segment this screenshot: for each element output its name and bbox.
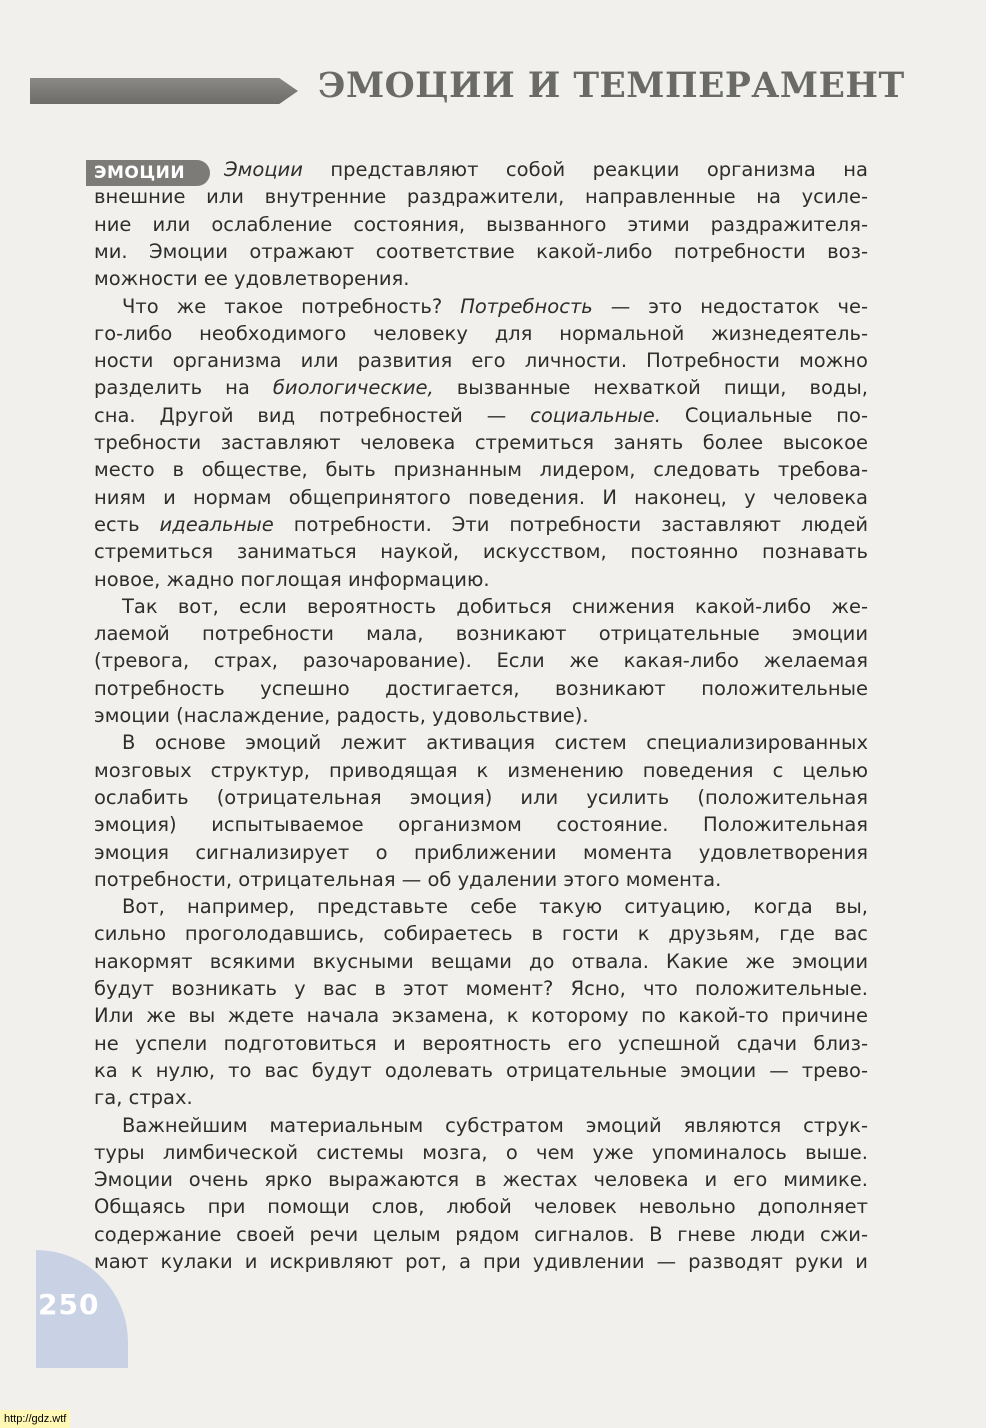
text-line: мают кулаки и искривляют рот, а при удивлении — разводят руки и <box>94 1250 868 1273</box>
text-line: ние или ослабление состояния, вызванного этими раздражителя- <box>94 212 868 236</box>
text-line: ности организма или развития его личности. Потребности можно <box>94 349 868 373</box>
text-line: не успели подготовиться и вероятность его успешной сдачи близ- <box>94 1031 868 1055</box>
text-line: будут возникать у вас в этот момент? Ясно, что положительные. <box>94 977 868 1000</box>
text-line: эмоция сигнализирует о приближении момента удовлетворения <box>94 840 868 864</box>
text-line: Так вот, если вероятность добиться снижения какой-либо же- <box>122 594 868 618</box>
text-line: потребности, отрицательная — об удалении этого момента. <box>94 867 722 891</box>
text-line: ослабить (отрицательная эмоция) или усилить (положительная <box>94 785 868 809</box>
text-line: лаемой потребности мала, возникают отрицательные эмоции <box>94 622 868 646</box>
text-line: можности ее удовлетворения. <box>94 267 410 291</box>
text-line: В основе эмоций лежит активация систем специализированных <box>122 731 868 755</box>
text-line: сна. Другой вид потребностей — социальные. Социальные по- <box>94 403 868 427</box>
title-decor-bar <box>30 78 298 104</box>
text-line: Важнейшим материальным субстратом эмоций являются струк- <box>122 1113 868 1137</box>
text-line: накормят всякими вкусными вещами до отвала. Какие же эмоции <box>94 949 868 973</box>
text-line: место в обществе, быть признанным лидером, следовать требова- <box>94 458 868 482</box>
text-line: го-либо необходимого человеку для нормальной жизнедеятель- <box>94 321 868 345</box>
text-line: стремиться заниматься наукой, искусством, постоянно познавать <box>94 540 868 564</box>
text-line: га, страх. <box>94 1086 193 1110</box>
text-line: внешние или внутренние раздражители, направленные на усиле- <box>94 185 868 209</box>
text-line: Или же вы ждете начала экзамена, к которому по какой-то причине <box>94 1004 868 1028</box>
text-line: мозговых структур, приводящая к изменению поведения с целью <box>94 758 868 782</box>
text-line: требности заставляют человека стремиться занять более высокое <box>94 431 868 454</box>
page-title: ЭМОЦИИ И ТЕМПЕРАМЕНТ <box>318 66 905 106</box>
text-line: Общаясь при помощи слов, любой человек невольно дополняет <box>94 1195 868 1219</box>
text-line: ка к нулю, то вас будут одолевать отрицательные эмоции — трево- <box>94 1058 868 1082</box>
text-line: разделить на биологические, вызванные нехваткой пищи, воды, <box>94 376 868 400</box>
text-line: Что же такое потребность? Потребность — это недостаток че- <box>122 294 868 318</box>
text-line: Эмоции представляют собой реакции организма на <box>224 158 868 181</box>
watermark-link[interactable]: http://gdz.wtf <box>0 1410 70 1428</box>
page-number: 250 <box>38 1288 100 1321</box>
text-line: ми. Эмоции отражают соответствие какой-либо потребности воз- <box>94 239 868 263</box>
section-tag: ЭМОЦИИ <box>86 160 210 186</box>
text-line: Эмоции очень ярко выражаются в жестах человека и его мимике. <box>94 1168 868 1192</box>
text-line: ниям и нормам общепринятого поведения. И наконец, у человека <box>94 485 868 509</box>
text-line: Вот, например, представьте себе такую ситуацию, когда вы, <box>122 895 868 919</box>
text-line: туры лимбической системы мозга, о чем уже упоминалось выше. <box>94 1140 868 1164</box>
text-line: сильно проголодавшись, собираетесь в гости к друзьям, где вас <box>94 922 868 946</box>
text-line: содержание своей речи целым рядом сигналов. В гневе люди сжи- <box>94 1222 868 1246</box>
text-line: (тревога, страх, разочарование). Если же какая-либо желаемая <box>94 649 868 673</box>
text-line: эмоция) испытываемое организмом состояние. Положительная <box>94 813 868 837</box>
text-line: новое, жадно поглощая информацию. <box>94 567 490 591</box>
text-line: эмоции (наслаждение, радость, удовольствие). <box>94 704 589 727</box>
text-line: потребность успешно достигается, возникают положительные <box>94 676 868 700</box>
text-line: есть идеальные потребности. Эти потребности заставляют людей <box>94 512 868 536</box>
